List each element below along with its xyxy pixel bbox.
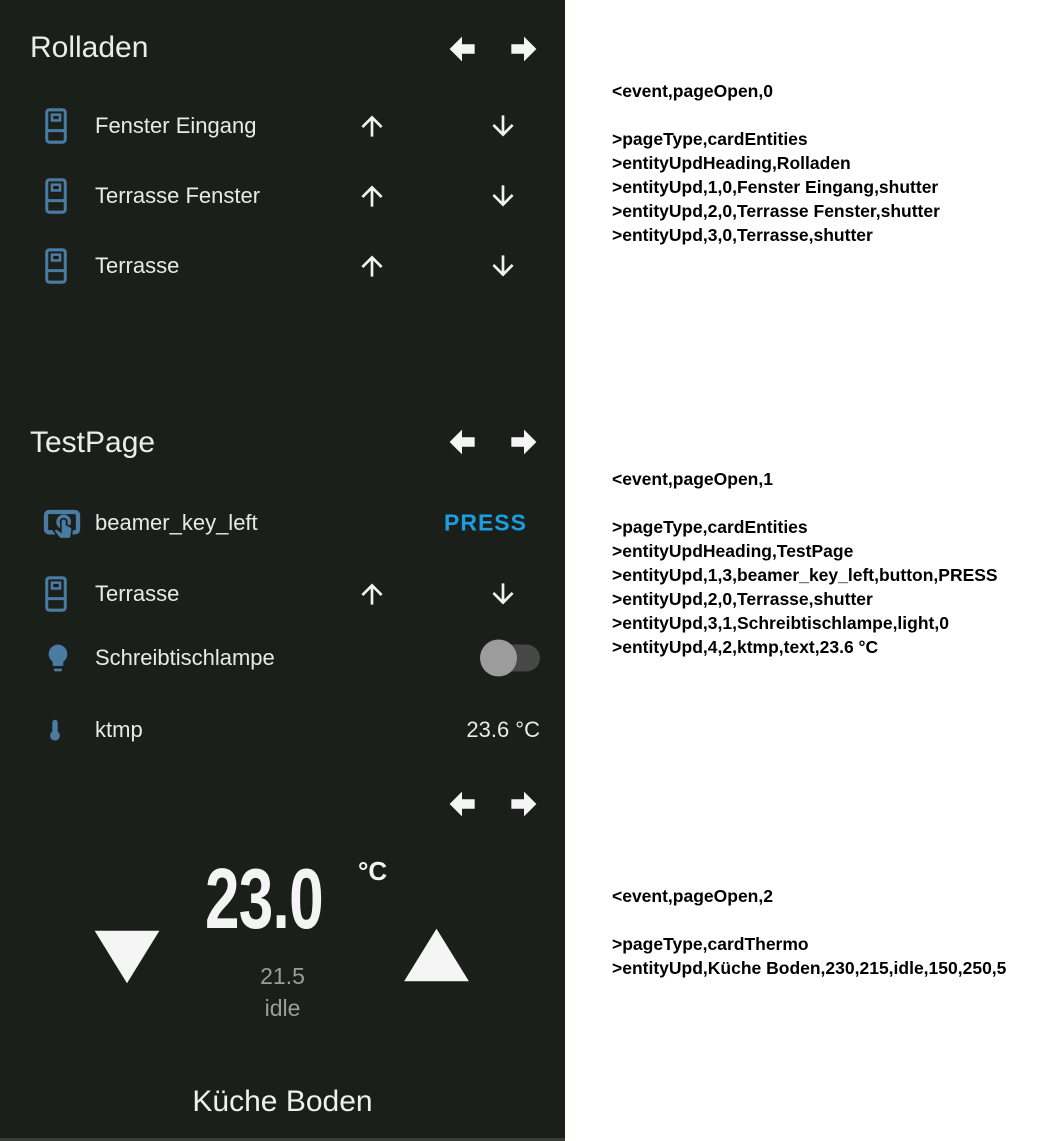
shutter-up-button[interactable] [356,578,388,610]
log-event-line: <event,pageOpen,2 [612,886,773,906]
window-shutter-icon [42,576,70,613]
log-event-line: <event,pageOpen,0 [612,81,773,101]
log-line: >entityUpd,1,3,beamer_key_left,button,PRESS [612,565,998,585]
nav-prev-button[interactable] [442,423,482,461]
light-toggle-switch[interactable] [483,645,540,672]
arrow-down-icon [487,110,519,142]
sensor-value: 23.6 °C [466,717,540,742]
entity-label: Terrasse [95,253,180,278]
page-title: TestPage [30,426,156,459]
entity-label: Schreibtischlampe [95,645,275,670]
log-line: >entityUpdHeading,Rolladen [612,153,851,173]
arrow-right-bold-icon [504,423,544,461]
entity-row [0,488,565,558]
card-entities-testpage [0,410,565,760]
arrow-left-bold-icon [442,785,482,823]
entity-row [0,623,565,693]
arrow-down-icon [487,578,519,610]
entity-row [0,231,565,301]
protocol-log-block-page0 [612,79,1042,247]
protocol-log-block-page1 [612,467,1042,659]
entity-label: Fenster Eingang [95,113,257,138]
shutter-up-button[interactable] [356,250,388,282]
arrow-up-icon [356,110,388,142]
toggle-knob [480,640,517,677]
log-line: >entityUpd,Küche Boden,230,215,idle,150,250,5 [612,958,1007,978]
shutter-down-button[interactable] [487,180,519,212]
log-line: >entityUpd,2,0,Terrasse Fenster,shutter [612,201,940,221]
log-line: >entityUpd,1,0,Fenster Eingang,shutter [612,177,939,197]
shutter-up-button[interactable] [356,110,388,142]
arrow-right-bold-icon [504,30,544,68]
entity-row [0,161,565,231]
log-line: >pageType,cardThermo [612,934,809,954]
log-line: >entityUpd,4,2,ktmp,text,23.6 °C [612,637,879,657]
log-line: >entityUpd,2,0,Terrasse,shutter [612,589,873,609]
entity-label: Terrasse [95,581,180,606]
entity-row [0,695,565,765]
entity-label: Terrasse Fenster [95,183,261,208]
temperature-unit: °C [358,856,388,886]
arrow-up-icon [356,180,388,212]
window-shutter-icon [42,248,70,285]
entity-label: ktmp [95,717,143,742]
arrow-down-icon [487,250,519,282]
log-line: >entityUpd,3,0,Terrasse,shutter [612,225,873,245]
nav-next-button[interactable] [504,30,544,68]
nav-prev-button[interactable] [442,785,482,823]
shutter-stop-button[interactable] [429,117,447,135]
log-event-line: <event,pageOpen,1 [612,469,773,489]
thermostat-title: Küche Boden [192,1085,373,1118]
shutter-stop-button[interactable] [429,585,447,603]
window-shutter-icon [42,178,70,215]
arrow-up-icon [356,578,388,610]
nav-prev-button[interactable] [442,30,482,68]
log-line: >entityUpdHeading,TestPage [612,541,854,561]
shutter-up-button[interactable] [356,180,388,212]
window-shutter-icon [42,108,70,145]
arrow-left-bold-icon [442,30,482,68]
protocol-log-block-page2 [612,884,1042,980]
thermometer-icon [42,710,68,750]
entity-row [0,559,565,629]
nav-next-button[interactable] [504,785,544,823]
shutter-stop-button[interactable] [429,187,447,205]
shutter-down-button[interactable] [487,250,519,282]
card-thermo-kueche-boden [0,760,565,1138]
hvac-state: idle [264,995,301,1021]
card-entities-rolladen [0,0,565,390]
log-line: >entityUpd,3,1,Schreibtischlampe,light,0 [612,613,949,633]
current-temperature: 23.0 [205,852,323,947]
entity-label: beamer_key_left [95,510,258,535]
gesture-tap-button-icon [42,503,82,543]
log-line: >pageType,cardEntities [612,129,808,149]
press-button[interactable]: PRESS [444,509,527,536]
page-navigation [442,423,544,461]
log-line: >pageType,cardEntities [612,517,808,537]
arrow-down-icon [487,180,519,212]
nav-next-button[interactable] [504,423,544,461]
arrow-right-bold-icon [504,785,544,823]
page-navigation [442,30,544,68]
page-title: Rolladen [30,31,149,64]
shutter-stop-button[interactable] [429,257,447,275]
arrow-up-icon [356,250,388,282]
arrow-left-bold-icon [442,423,482,461]
setpoint-temperature: 21.5 [260,963,305,989]
entity-row [0,91,565,161]
shutter-down-button[interactable] [487,110,519,142]
shutter-down-button[interactable] [487,578,519,610]
page-navigation [442,785,544,823]
lightbulb-icon [42,642,74,674]
